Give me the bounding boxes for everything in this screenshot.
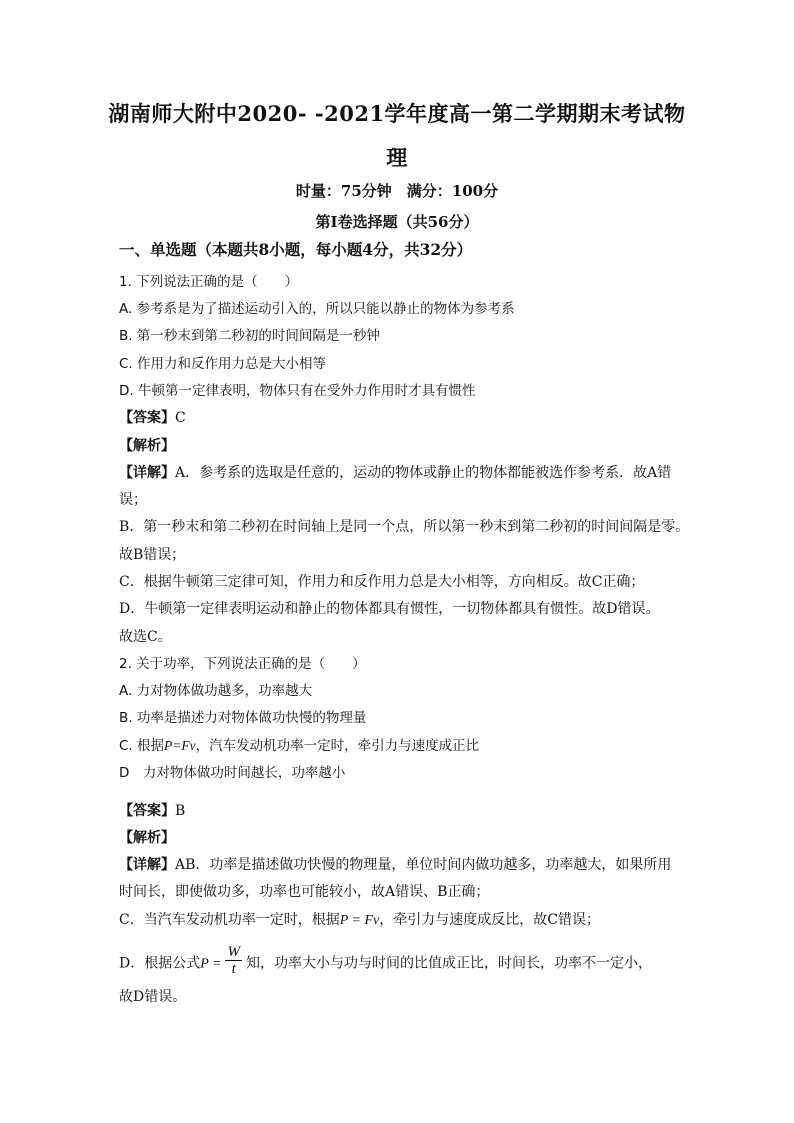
q2-detail-line5: 故D错误。: [119, 989, 187, 1005]
q2-detail-text1: AB．功率是描述做功快慢的物理量，单位时间内做功越多，功率越大，如果所用: [175, 857, 672, 873]
q2-detail-line4: [119, 944, 652, 980]
q2-detail-tag: 【详解】: [119, 857, 175, 873]
q1-detail-tag: 【详解】: [119, 465, 175, 481]
volume-heading: 第Ⅰ卷选择题（共56分）: [315, 213, 479, 231]
section-heading: 一、单选题（本题共8小题，每小题4分，共32分）: [119, 240, 473, 259]
q2-fraction-denominator: t: [231, 961, 236, 977]
q2-option-c: [119, 736, 479, 756]
doc-title-line1: 湖南师大附中2020- -2021学年度高一第二学期期末考试物: [108, 101, 686, 126]
q1-detail-line7: 故选C。: [119, 629, 172, 645]
q2-option-a: A. 力对物体做功越多，功率越大: [119, 683, 313, 699]
q2-detail-line3-formula: P = Fv: [339, 913, 380, 928]
q2-option-c-pre: C. 根据: [119, 738, 165, 754]
q1-option-d: D. 牛顿第一定律表明，物体只有在受外力作用时才具有惯性: [119, 383, 476, 399]
q2-detail-line4-post: 知，功率大小与功与时间的比值成正比，时间长，功率不一定小，: [245, 955, 652, 972]
q1-stem: 1. 下列说法正确的是（ ）: [119, 274, 299, 290]
q1-option-b: B. 第一秒末到第二秒初的时间间隔是一秒钟: [119, 328, 380, 344]
q1-detail-line4: 故B错误；: [119, 547, 186, 563]
q2-option-c-formula: P=Fv: [164, 738, 196, 753]
q1-analysis-tag: 【解析】: [119, 438, 175, 454]
q2-detail-line1: [119, 855, 671, 875]
q2-option-b: B. 功率是描述力对物体做功快慢的物理量: [119, 710, 367, 726]
q2-fraction-numerator: W: [227, 944, 240, 960]
q2-detail-line3: [119, 910, 600, 931]
exam-info: 时量：75分钟 满分：100分: [295, 182, 499, 200]
q2-detail-line2: 时间长，即使做功多，功率也可能较小，故A错误、B正确；: [119, 884, 490, 900]
q1-detail-line5: C．根据牛顿第三定律可知，作用力和反作用力总是大小相等，方向相反。故C正确；: [119, 574, 645, 590]
q2-stem: 2. 关于功率，下列说法正确的是（ ）: [119, 656, 366, 672]
q2-detail-line3-pre: C．当汽车发动机功率一定时，根据: [119, 912, 340, 928]
q1-detail-line3: B．第一秒末和第二秒初在时间轴上是同一个点，所以第一秒末到第二秒初的时间间隔是零。: [119, 519, 690, 535]
q1-detail-line1: [119, 463, 671, 483]
q2-formula-lhs: P =: [200, 956, 222, 972]
q1-detail-line6: D．牛顿第一定律表明运动和静止的物体都具有惯性，一切物体都具有惯性。故D错误。: [119, 601, 660, 617]
q2-analysis-tag: 【解析】: [119, 830, 175, 846]
q1-detail-line2: 误；: [119, 492, 147, 508]
q2-detail-line4-pre: D．根据公式: [119, 955, 201, 972]
doc-title-line2: 理: [386, 145, 408, 170]
q2-detail-line3-post: ，牵引力与速度成反比，故C错误；: [379, 912, 600, 928]
q2-option-d: D 力对物体做功时间越长，功率越小: [119, 765, 346, 781]
q2-option-c-post: ，汽车发动机功率一定时，牵引力与速度成正比: [195, 738, 480, 754]
q1-answer-value: C: [175, 410, 186, 426]
q1-option-c: C. 作用力和反作用力总是大小相等: [119, 356, 327, 372]
q1-detail-text1: A．参考系的选取是任意的，运动的物体或静止的物体都能被选作参考系．故A错: [175, 465, 672, 481]
q1-answer: [119, 408, 186, 428]
q2-answer-tag: 【答案】: [119, 803, 175, 819]
q2-answer: [119, 801, 185, 821]
q2-fraction: [225, 944, 242, 977]
q2-answer-value: B: [175, 803, 186, 819]
q1-option-a: A. 参考系是为了描述运动引入的，所以只能以静止的物体为参考系: [119, 301, 515, 317]
q1-answer-tag: 【答案】: [119, 410, 175, 426]
